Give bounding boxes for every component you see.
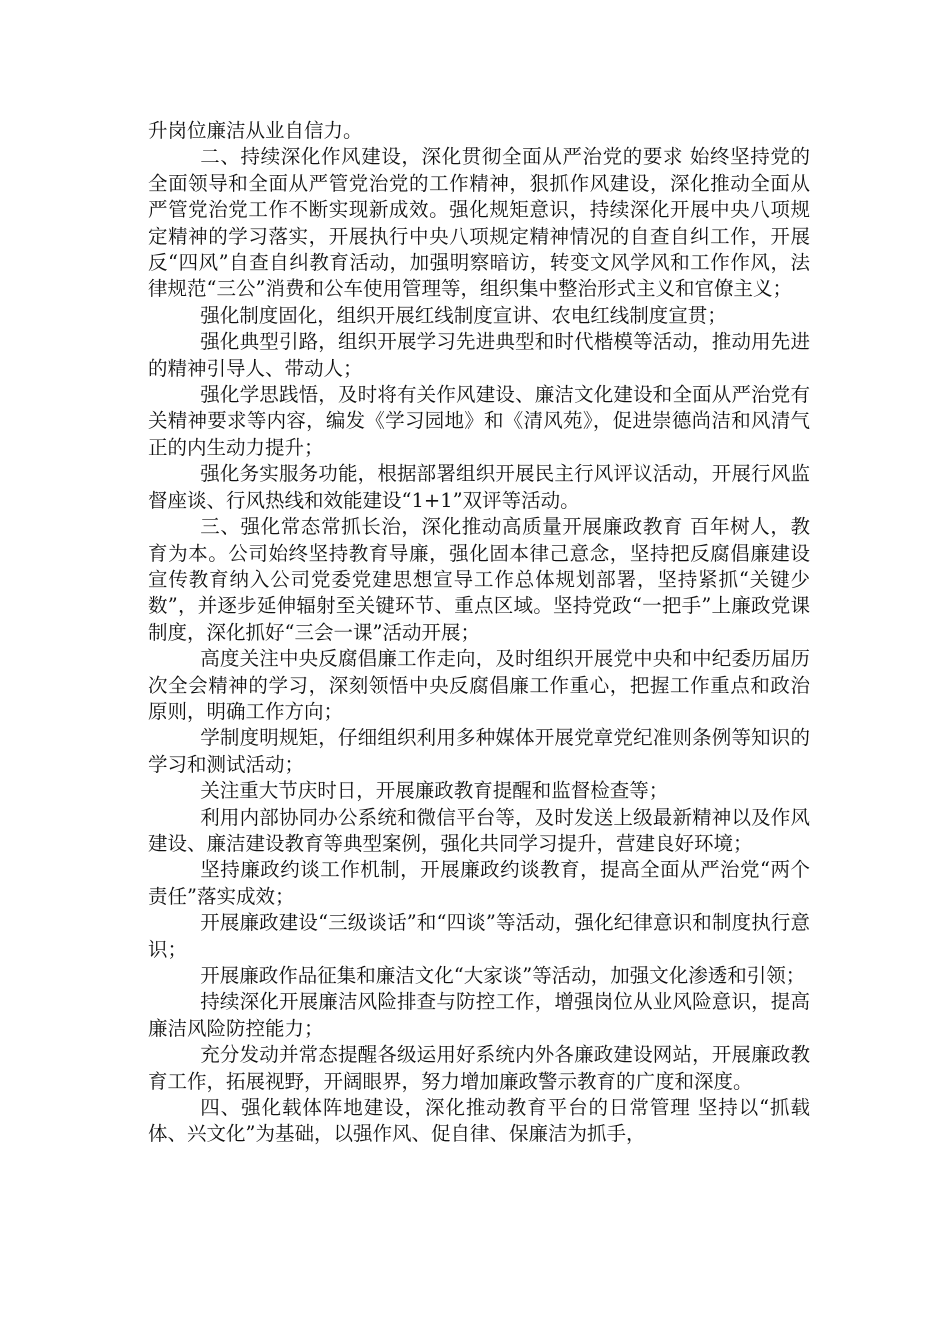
paragraph-rules-study: 学制度明规矩，仔细组织利用多种媒体开展党章党纪准则条例等知识的学习和测试活动； [148, 726, 810, 776]
paragraph-study-practice: 强化学思践悟，及时将有关作风建设、廉洁文化建设和全面从严治党有关精神要求等内容，编发《学习园地》和《清风苑》，促进崇德尚洁和风清气正的内生动力提升； [148, 383, 810, 459]
paragraph-section-two-heading: 二、持续深化作风建设，深化贯彻全面从严治党的要求 始终坚持党的全面领导和全面从严管党治党的工作精神，狠抓作风建设，深化推动全面从严管党治党工作不断实现新成效。强化规矩意识，持续深化开展中央八项规定精神的学习落实，开展执行中央八项规定精神情况的自查自纠工作，开展反“四风”自查自纠教育活动，加强明察暗访，转变文风学风和工作作风，法律规范“三公”消费和公车使用管理等，组织集中整治形式主义和官僚主义； [148, 145, 810, 301]
paragraph-typical-lead: 强化典型引路，组织开展学习先进典型和时代楷模等活动，推动用先进的精神引导人、带动人； [148, 330, 810, 380]
paragraph-websites: 充分发动并常态提醒各级运用好系统内外各廉政建设网站，开展廉政教育工作，拓展视野，开阔眼界，努力增加廉政警示教育的广度和深度。 [148, 1043, 810, 1093]
paragraph-works-collection: 开展廉政作品征集和廉洁文化“大家谈”等活动，加强文化渗透和引领； [200, 964, 806, 987]
document-body [148, 118, 810, 1148]
paragraph-section-three-heading: 三、强化常态常抓长治，深化推动高质量开展廉政教育 百年树人，教育为本。公司始终坚持教育导廉，强化固本律己意念，坚持把反腐倡廉建设宣传教育纳入公司党委党建思想宣导工作总体规划部署，坚持紧抓“关键少数”，并逐步延伸辐射至关键环节、重点区域。坚持党政“一把手”上廉政党课制度，深化抓好“三会一课”活动开展； [148, 515, 810, 644]
paragraph-office-platform: 利用内部协同办公系统和微信平台等，及时发送上级最新精神以及作风建设、廉洁建设教育等典型案例，强化共同学习提升，营建良好环境； [148, 805, 810, 855]
paragraph-section-four-heading: 四、强化载体阵地建设，深化推动教育平台的日常管理 坚持以“抓载体、兴文化”为基础，以强作风、促自律、保廉洁为抓手， [148, 1096, 810, 1146]
paragraph-central-trend: 高度关注中央反腐倡廉工作走向，及时组织开展党中央和中纪委历届历次全会精神的学习，深刻领悟中央反腐倡廉工作重心，把握工作重点和政治原则，明确工作方向； [148, 647, 810, 723]
paragraph-holiday-reminder: 关注重大节庆时日，开展廉政教育提醒和监督检查等； [200, 779, 669, 803]
paragraph-continuation: 升岗位廉洁从业自信力。 [148, 119, 363, 142]
paragraph-practical-service: 强化务实服务功能，根据部署组织开展民主行风评议活动，开展行风监督座谈、行风热线和效能建设“1+1”双评等活动。 [148, 462, 810, 512]
paragraph-three-level-talks: 开展廉政建设“三级谈话”和“四谈”等活动，强化纪律意识和制度执行意识； [148, 911, 810, 961]
paragraph-talk-mechanism: 坚持廉政约谈工作机制，开展廉政约谈教育，提高全面从严治党“两个责任”落实成效； [148, 858, 810, 908]
paragraph-system-solidify: 强化制度固化，组织开展红线制度宣讲、农电红线制度宣贯； [200, 303, 727, 327]
paragraph-risk-control: 持续深化开展廉洁风险排查与防控工作，增强岗位从业风险意识，提高廉洁风险防控能力； [148, 990, 810, 1040]
